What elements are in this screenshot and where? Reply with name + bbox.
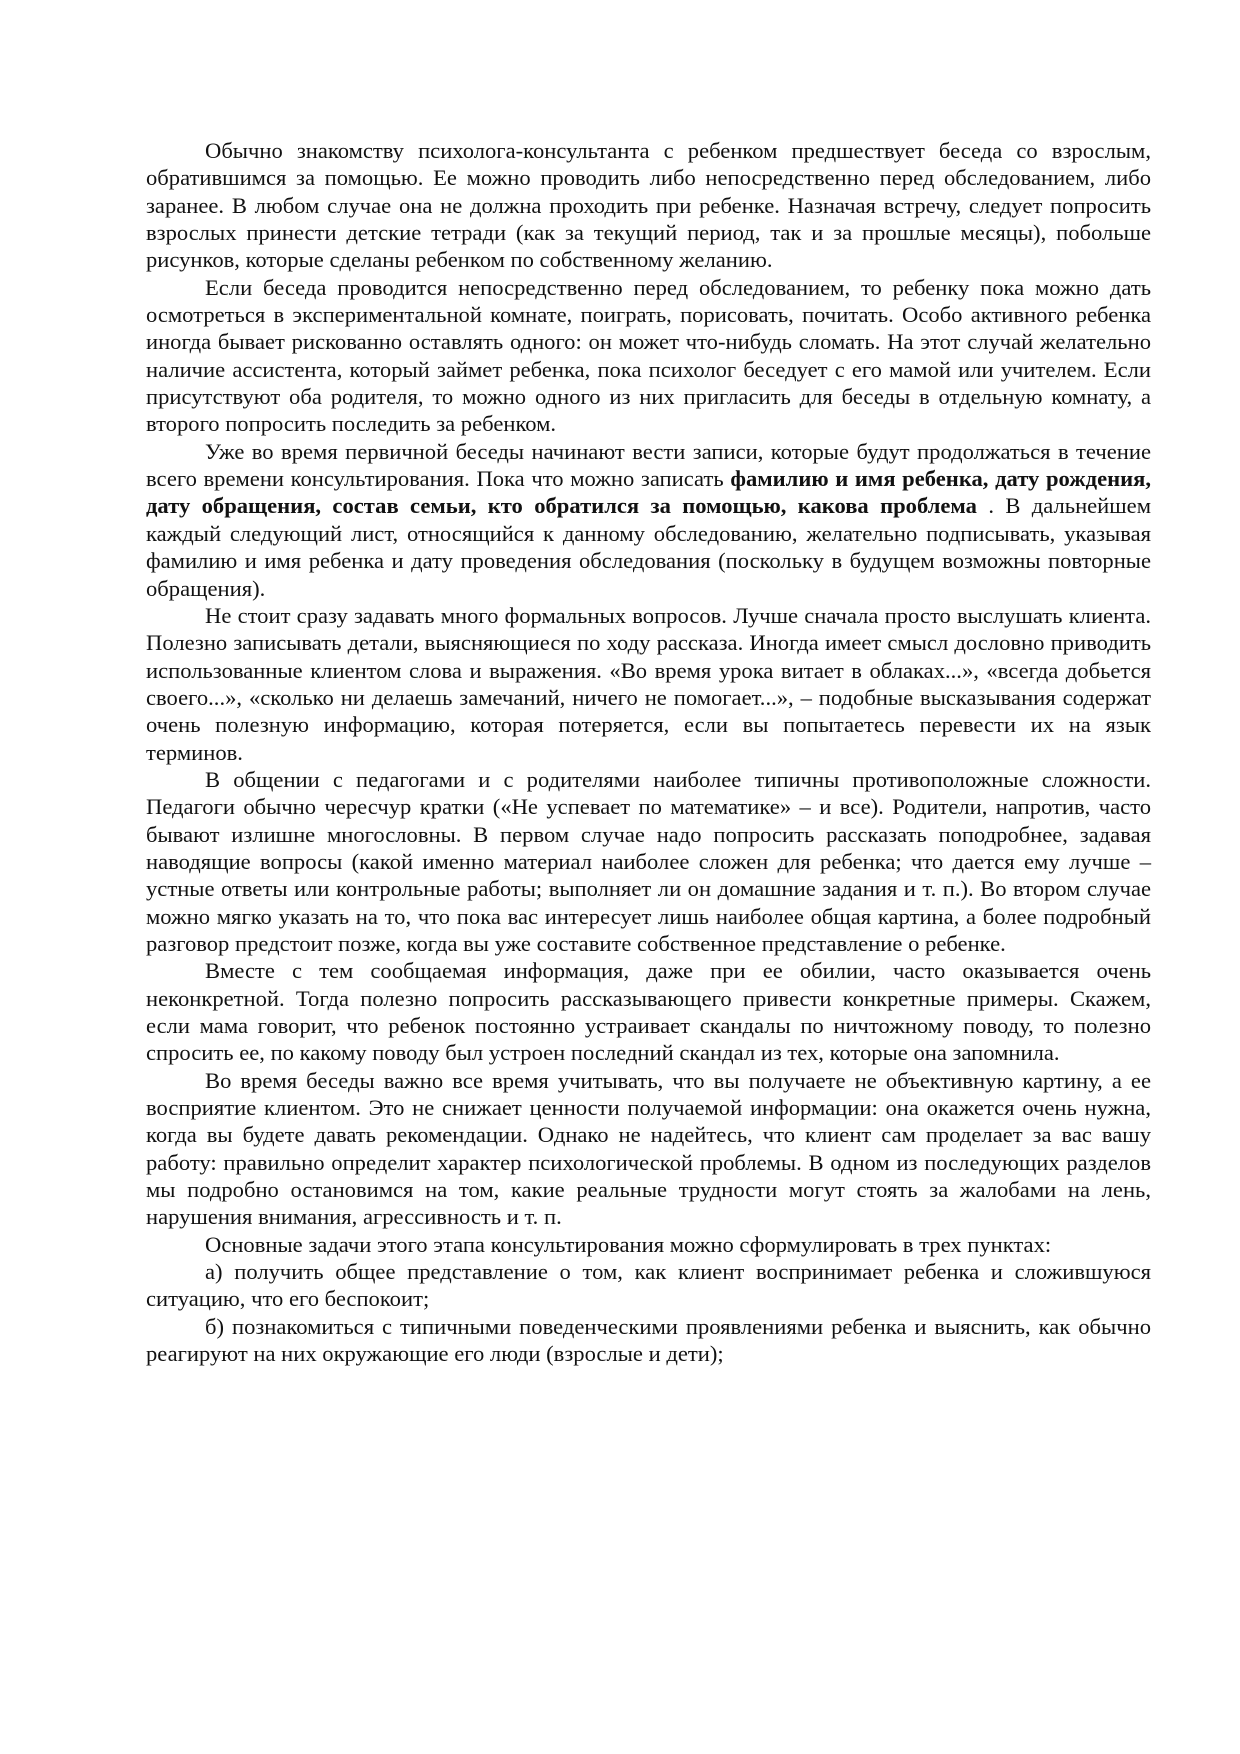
- paragraph-client-perception: Во время беседы важно все время учитывать, что вы получаете не объективную картину, а ее восприятие клиентом. Это не снижает ценности получаемой информации: она окажется очень нужна, когда вы будете давать рекомендации. Однако не надейтесь, что клиент сам проделает за вас вашу работу: правильно определит характер психологической проблемы. В одном из последующих разделов мы подробно остановимся на том, какие реальные трудности могут стоять за жалобами на лень, нарушения внимания, агрессивность и т. п.: [146, 1067, 1151, 1230]
- record-keeping-text-before: Уже во время первичной беседы начинают вести записи, которые будут продолжаться в течение всего времени консультирования. Пока что можно записать: [146, 438, 1151, 492]
- paragraph-concrete-examples: Вместе с тем сообщаемая информация, даже при ее обилии, часто оказывается очень неконкретной. Тогда полезно попросить рассказывающего привести конкретные примеры. Скажем, если мама говорит, что ребенок постоянно устраивает скандалы по ничтожному поводу, то полезно спросить ее, по какому поводу был устроен последний скандал из тех, которые она запомнила.: [146, 958, 1151, 1066]
- record-keeping-text-after: . В дальнейшем каждый следующий лист, относящийся к данному обследованию, желательно подписывать, указывая фамилию и имя ребенка и дату проведения обследования (поскольку в будущем возможны повторные обращения).: [146, 493, 1152, 601]
- list-item-b: б) познакомиться с типичными поведенческими проявлениями ребенка и выяснить, как обычно реагируют на них окружающие его люди (взрослые и дети);: [146, 1313, 1151, 1367]
- record-keeping-bold-fields: фамилию и имя ребенка, дату рождения, дату обращения, состав семьи, кто обратился за помощью, какова проблема: [146, 466, 1152, 519]
- paragraph-intro-conversation: Обычно знакомству психолога-консультанта с ребенком предшествует беседа со взрослым, обратившимся за помощью. Ее можно проводить либо непосредственно перед обследованием, либо заранее. В любом случае она не должна проходить при ребенке. Назначая встречу, следует попросить взрослых принести детские тетради (как за текущий период, так и за прошлые месяцы), побольше рисунков, которые сделаны ребенком по собственному желанию.: [146, 138, 1151, 273]
- paragraph-listening: Не стоит сразу задавать много формальных вопросов. Лучше сначала просто выслушать клиента. Полезно записывать детали, выясняющиеся по ходу рассказа. Иногда имеет смысл дословно приводить использованные клиентом слова и выражения. «Во время урока витает в облаках...», «всегда добьется своего...», «сколько ни делаешь замечаний, ничего не помогает...», – подобные высказывания содержат очень полезную информацию, которая потеряется, если вы попытаетесь перевести их на язык терминов.: [146, 602, 1151, 765]
- paragraph-main-tasks: Основные задачи этого этапа консультирования можно сформулировать в трех пунктах:: [205, 1231, 1052, 1257]
- paragraph-record-keeping: [146, 438, 1151, 602]
- paragraph-before-examination: Если беседа проводится непосредственно перед обследованием, то ребенку пока можно дать осмотреться в экспериментальной комнате, поиграть, порисовать, почитать. Особо активного ребенка иногда бывает рискованно оставлять одного: он может что-нибудь сломать. На этот случай желательно наличие ассистента, который займет ребенка, пока психолог беседует с его мамой или учителем. Если присутствуют оба родителя, то можно одного из них пригласить для беседы в отдельную комнату, а второго попросить последить за ребенком.: [146, 274, 1151, 437]
- paragraph-teachers-parents: В общении с педагогами и с родителями наиболее типичны противоположные сложности. Педагоги обычно чересчур кратки («Не успевает по математике» – и все). Родители, напротив, часто бывают излишне многословны. В первом случае надо попросить рассказать поподробнее, задавая наводящие вопросы (какой именно материал наиболее сложен для ребенка; что дается ему лучше – устные ответы или контрольные работы; выполняет ли он домашние задания и т. п.). Во втором случае можно мягко указать на то, что пока вас интересует лишь наиболее общая картина, а более подробный разговор предстоит позже, когда вы уже составите собственное представление о ребенке.: [146, 766, 1151, 956]
- list-item-a: а) получить общее представление о том, как клиент воспринимает ребенка и сложившуюся ситуацию, что его беспокоит;: [146, 1259, 1151, 1312]
- document-page: [146, 137, 1151, 1367]
